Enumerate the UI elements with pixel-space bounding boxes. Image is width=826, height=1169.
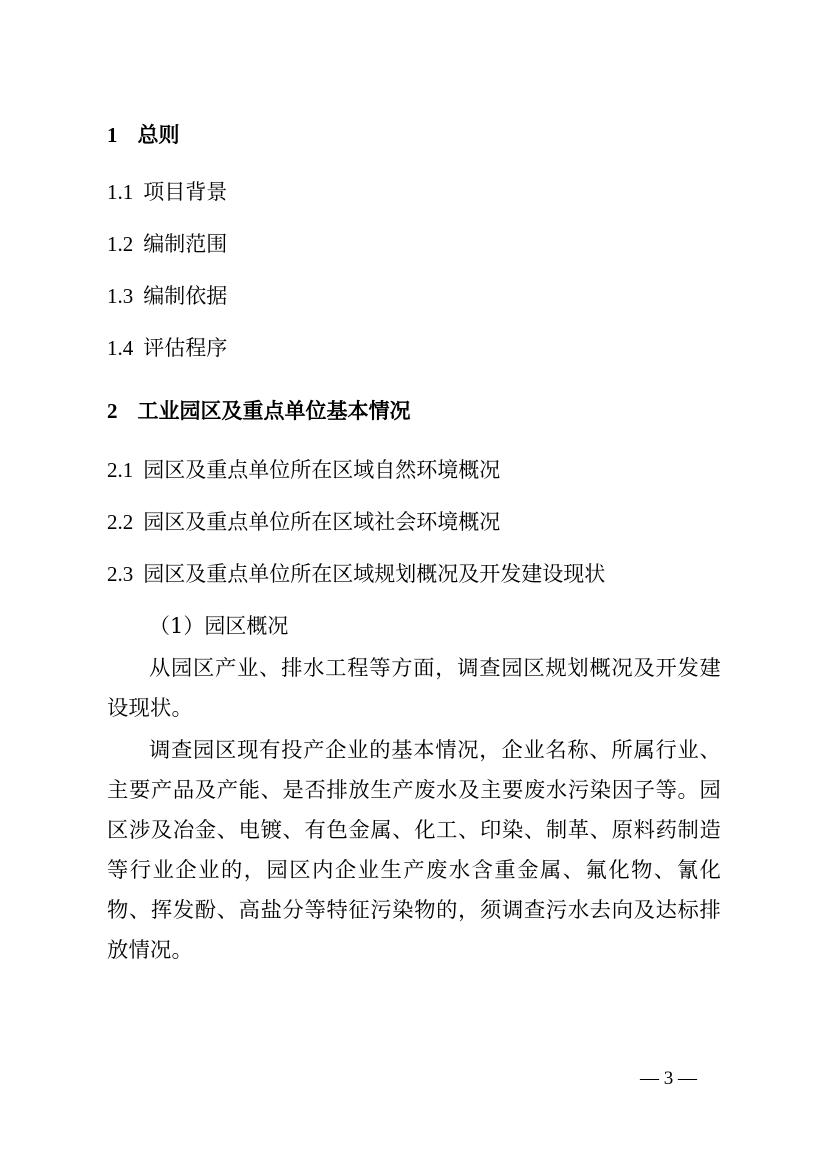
section-heading (107, 120, 180, 150)
subsection-number: 1.3 (107, 284, 134, 308)
sub-item-label: （1）园区概况 (149, 614, 289, 638)
page-number: — 3 — (640, 1068, 697, 1089)
subsection-number: 1.1 (107, 180, 134, 204)
subsection-heading (107, 559, 605, 589)
subsection-heading (107, 229, 227, 259)
body-paragraph: 调查园区现有投产企业的基本情况，企业名称、所属行业、主要产品及产能、是否排放生产废水及主要废水污染因子等。园区涉及冶金、电镀、有色金属、化工、印染、制革、原料药制造等行业企业的，园区内企业生产废水含重金属、氟化物、氰化物、挥发酚、高盐分等特征污染物的，须调查污水去向及达标排放情况。 (107, 738, 721, 963)
body-paragraph: 从园区产业、排水工程等方面，调查园区规划概况及开发建设现状。 (107, 656, 721, 721)
subsection-title: 园区及重点单位所在区域规划概况及开发建设现状 (143, 562, 606, 586)
subsection-heading (107, 177, 227, 207)
section-title: 工业园区及重点单位基本情况 (137, 399, 411, 423)
subsection-number: 1.2 (107, 232, 134, 256)
subsection-number: 2.3 (107, 562, 134, 586)
section-number: 2 (107, 399, 118, 423)
subsection-number: 2.1 (107, 458, 134, 482)
subsection-title: 项目背景 (143, 180, 228, 204)
section-heading (107, 396, 411, 426)
subsection-heading (107, 281, 227, 311)
subsection-heading (107, 333, 227, 363)
subsection-title: 园区及重点单位所在区域社会环境概况 (143, 510, 501, 534)
subsection-title: 编制依据 (143, 284, 228, 308)
section-title: 总则 (137, 123, 180, 147)
subsection-title: 编制范围 (143, 232, 228, 256)
subsection-number: 2.2 (107, 510, 134, 534)
section-number: 1 (107, 123, 118, 147)
subsection-heading (107, 455, 500, 485)
subsection-number: 1.4 (107, 336, 134, 360)
subsection-title: 评估程序 (143, 336, 228, 360)
subsection-heading (107, 507, 500, 537)
subsection-title: 园区及重点单位所在区域自然环境概况 (143, 458, 501, 482)
